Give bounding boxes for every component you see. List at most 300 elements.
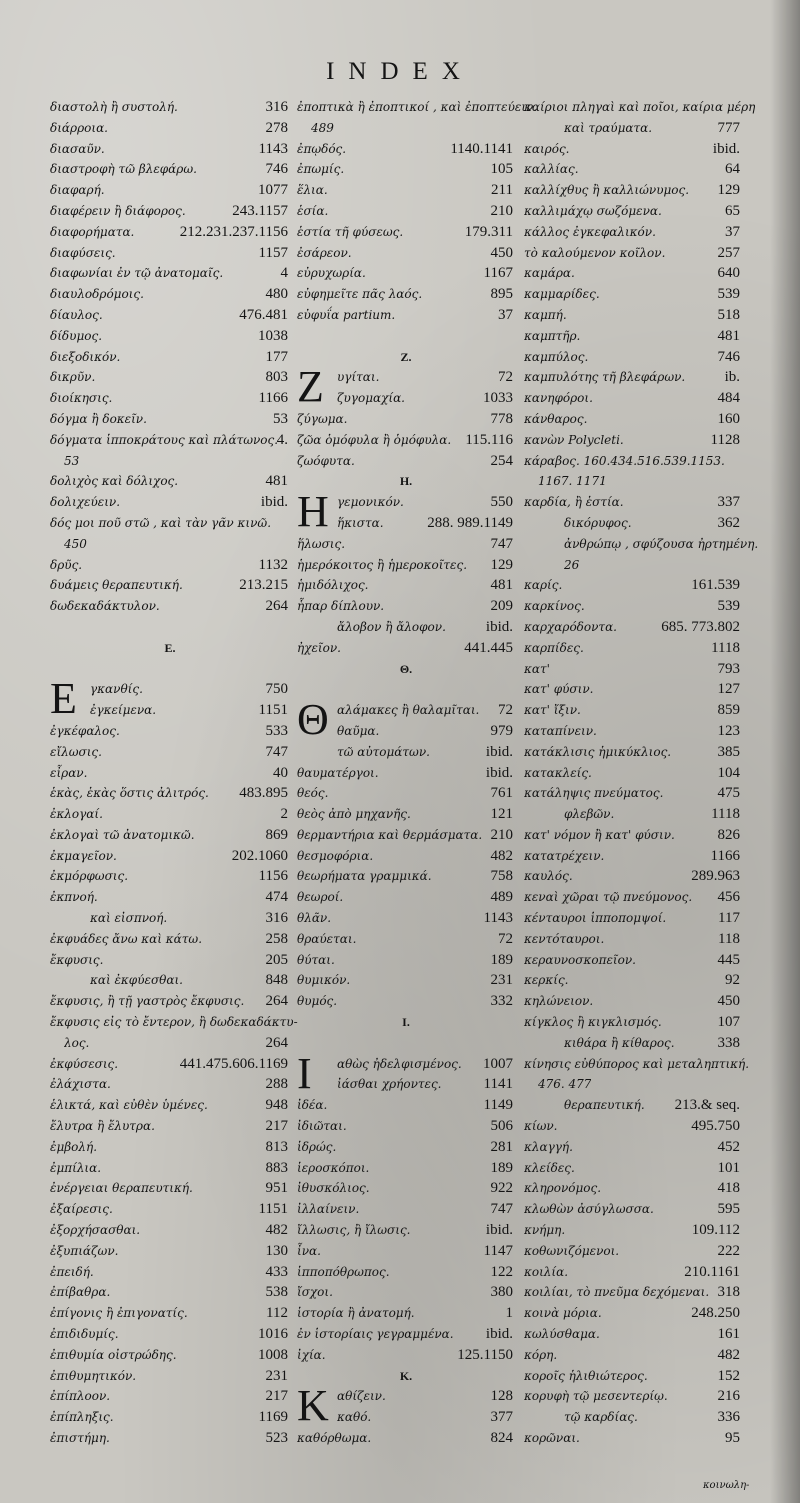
entry-page-ref: 1077 bbox=[258, 182, 288, 199]
entry-page-ref: 826 bbox=[717, 826, 740, 843]
index-entry bbox=[50, 1220, 290, 1241]
entry-term: ἡμερόκοιτος ἢ ἡμεροκοῖτες. bbox=[297, 557, 468, 572]
entry-page-ref: 951 bbox=[265, 1180, 288, 1197]
entry-term: κορῶναι. bbox=[524, 1431, 580, 1445]
entry-page-ref: 72 bbox=[498, 702, 513, 719]
entry-term: θαυματέργοι. bbox=[297, 765, 379, 780]
index-entry bbox=[50, 201, 290, 222]
index-entry bbox=[524, 1324, 742, 1345]
index-entry bbox=[50, 430, 290, 451]
index-entry bbox=[50, 1262, 290, 1283]
index-entry bbox=[524, 887, 742, 908]
entry-term: ἱστορία ἢ ἀνατομή. bbox=[297, 1306, 415, 1321]
entry-page-ref: 1118 bbox=[711, 806, 740, 823]
entry-page-ref: 316 bbox=[265, 910, 288, 927]
index-entry bbox=[297, 451, 515, 472]
entry-page-ref: 212.231.237.1156 bbox=[179, 223, 288, 240]
entry-term: ἐπῳδός. bbox=[297, 141, 347, 156]
entry-page-ref: 4. bbox=[276, 431, 288, 448]
index-entry bbox=[524, 1074, 742, 1095]
entry-term: κατ' bbox=[524, 661, 550, 676]
entry-term: ἐμβολή. bbox=[50, 1139, 98, 1154]
entry-term: διαφορήματα. bbox=[50, 224, 135, 239]
index-entry bbox=[50, 763, 290, 784]
entry-term: καὶ τραύματα. bbox=[564, 120, 653, 135]
entry-page-ref: 539 bbox=[717, 598, 740, 615]
index-entry bbox=[524, 596, 742, 617]
entry-page-ref: 281 bbox=[490, 1138, 513, 1155]
entry-page-ref: 813 bbox=[265, 1138, 288, 1155]
entry-term: θεός. bbox=[297, 786, 329, 801]
index-entry bbox=[297, 1407, 515, 1428]
entry-page-ref: 1008 bbox=[258, 1346, 288, 1363]
entry-page-ref: 523 bbox=[265, 1430, 288, 1446]
entry-page-ref: 92 bbox=[725, 972, 740, 989]
index-entry bbox=[297, 783, 515, 804]
index-entry bbox=[297, 409, 515, 430]
index-entry bbox=[297, 596, 515, 617]
index-entry bbox=[524, 367, 742, 388]
entry-page-ref: 869 bbox=[265, 826, 288, 843]
index-entry bbox=[50, 159, 290, 180]
index-entry bbox=[524, 118, 742, 139]
index-entry bbox=[524, 846, 742, 867]
index-entry bbox=[297, 1178, 515, 1199]
entry-term: αλάμακες ἢ θαλαμῖται. bbox=[337, 703, 480, 718]
entry-page-ref: 747 bbox=[490, 1201, 513, 1218]
entry-page-ref: 859 bbox=[717, 702, 740, 719]
entry-term: κάλλος ἐγκεφαλικόν. bbox=[524, 224, 656, 239]
index-entry bbox=[50, 1095, 290, 1116]
entry-term: καρκίνος. bbox=[524, 599, 585, 614]
entry-term: διαφύσεις. bbox=[50, 245, 116, 260]
entry-page-ref: 105 bbox=[490, 161, 513, 178]
entry-page-ref: 1016 bbox=[258, 1326, 288, 1343]
entry-term: θαῦμα. bbox=[337, 723, 380, 738]
entry-term: κωλύσθαμα. bbox=[524, 1327, 600, 1342]
index-entry bbox=[50, 139, 290, 160]
entry-term: καλλίας. bbox=[524, 162, 579, 177]
index-entry bbox=[50, 1366, 290, 1387]
index-entry bbox=[50, 471, 290, 492]
index-entry bbox=[524, 97, 756, 118]
entry-page-ref: ibid. bbox=[485, 1326, 513, 1343]
entry-page-ref: 101 bbox=[717, 1159, 740, 1176]
entry-term: δρῦς. bbox=[50, 557, 83, 572]
entry-page-ref: 441.475.606.1169 bbox=[179, 1055, 288, 1072]
entry-term: ἥλωσις. bbox=[297, 536, 346, 551]
entry-page-ref: 104 bbox=[717, 764, 740, 781]
entry-page-ref: 189 bbox=[490, 1159, 513, 1176]
section-heading bbox=[297, 347, 515, 368]
index-entry bbox=[50, 492, 290, 513]
index-entry bbox=[524, 555, 742, 576]
entry-page-ref: 456 bbox=[717, 889, 740, 906]
entry-page-ref: 595 bbox=[717, 1201, 740, 1218]
entry-page-ref: 258 bbox=[265, 930, 288, 947]
entry-term: καθόρθωμα. bbox=[297, 1431, 372, 1445]
index-entry bbox=[50, 1054, 290, 1075]
index-entry bbox=[524, 1012, 742, 1033]
entry-page-ref: 127 bbox=[717, 681, 740, 698]
entry-term: ἐκμαγεῖον. bbox=[50, 848, 117, 863]
entry-term: τὸ καλούμενον κοῖλον. bbox=[524, 245, 666, 260]
entry-term: καρχαρόδοντα. bbox=[524, 619, 617, 634]
index-entry bbox=[524, 201, 742, 222]
entry-term: δικρῦν. bbox=[50, 370, 96, 385]
index-entry bbox=[524, 638, 742, 659]
entry-page-ref: ibid. bbox=[485, 618, 513, 635]
index-entry bbox=[50, 263, 290, 284]
entry-term: κλαγγή. bbox=[524, 1139, 573, 1154]
entry-page-ref: 1149 bbox=[483, 1097, 513, 1114]
entry-term: κοροῖς ἡλιθιώτερος. bbox=[524, 1368, 648, 1383]
entry-term: ἐπειδή. bbox=[50, 1264, 94, 1279]
index-entry bbox=[50, 1428, 290, 1449]
entry-term: δόγμα ἢ δοκεῖν. bbox=[50, 411, 147, 426]
index-entry bbox=[50, 388, 290, 409]
entry-page-ref: ibid. bbox=[485, 764, 513, 781]
entry-page-ref: 450 bbox=[490, 244, 513, 261]
entry-page-ref: 506 bbox=[490, 1118, 513, 1135]
index-entry bbox=[297, 1324, 515, 1345]
entry-page-ref: 121 bbox=[490, 806, 513, 823]
entry-page-ref: 338 bbox=[717, 1034, 740, 1051]
entry-page-ref: 336 bbox=[717, 1409, 740, 1426]
section-letter: I. bbox=[402, 1015, 410, 1030]
index-entry bbox=[50, 1137, 290, 1158]
entry-term: καίριοι πληγαὶ καὶ ποῖοι, καίρια μέρη bbox=[524, 100, 756, 114]
index-entry bbox=[524, 825, 742, 846]
entry-page-ref: 1151 bbox=[258, 1201, 288, 1218]
index-entry bbox=[297, 326, 515, 347]
index-entry bbox=[524, 1366, 742, 1387]
index-entry bbox=[297, 201, 515, 222]
entry-page-ref: 362 bbox=[717, 514, 740, 531]
entry-term: ἰδιῶται. bbox=[297, 1119, 347, 1134]
entry-term: ἕλια. bbox=[297, 183, 328, 198]
index-entry bbox=[524, 409, 742, 430]
entry-term: κοιλίαι, τὸ πνεῦμα δεχόμεναι. bbox=[524, 1285, 710, 1300]
index-entry bbox=[524, 742, 742, 763]
index-entry bbox=[524, 1282, 742, 1303]
entry-term: ἐγκέφαλος. bbox=[50, 723, 120, 738]
entry-page-ref: 160 bbox=[717, 410, 740, 427]
entry-term: δωδεκαδάκτυλον. bbox=[50, 599, 160, 614]
entry-page-ref: 474 bbox=[265, 889, 288, 906]
entry-page-ref: 778 bbox=[490, 410, 513, 427]
entry-term: φλεβῶν. bbox=[564, 807, 615, 822]
entry-term: ζωόφυτα. bbox=[297, 453, 355, 468]
entry-page-ref: 761 bbox=[490, 785, 513, 802]
index-entry bbox=[524, 1116, 742, 1137]
index-entry bbox=[524, 1095, 742, 1116]
entry-term: ἐξορχήσασθαι. bbox=[50, 1223, 141, 1238]
entry-page-ref: 1118 bbox=[711, 639, 740, 656]
entry-page-ref: 202.1060 bbox=[231, 847, 288, 864]
entry-page-ref: 318 bbox=[717, 1284, 740, 1301]
entry-term: θύται. bbox=[297, 952, 335, 967]
index-entry bbox=[50, 1303, 290, 1324]
entry-term: κεραυνοσκοπεῖον. bbox=[524, 952, 636, 967]
index-entry bbox=[524, 1220, 742, 1241]
entry-term: ἐσάρεον. bbox=[297, 245, 352, 260]
entry-term: κνήμη. bbox=[524, 1223, 566, 1238]
entry-page-ref: 72 bbox=[498, 930, 513, 947]
entry-term: θερμαντήρια καὶ θερμάσματα. bbox=[297, 827, 483, 842]
entry-page-ref: 4 bbox=[280, 265, 288, 282]
entry-term: καμάρα. bbox=[524, 266, 575, 281]
index-entry bbox=[297, 638, 515, 659]
entry-page-ref: 316 bbox=[265, 99, 288, 115]
entry-page-ref: 37 bbox=[498, 306, 513, 323]
entry-page-ref: 213.215 bbox=[239, 577, 288, 594]
index-entry bbox=[50, 742, 290, 763]
catchword: κοινωλη- bbox=[703, 1480, 750, 1491]
entry-page-ref: ib. bbox=[724, 369, 740, 386]
index-entry bbox=[297, 1095, 515, 1116]
entry-term: ἐκφύσεσις. bbox=[50, 1056, 119, 1071]
entry-page-ref: 482 bbox=[265, 1222, 288, 1239]
index-entry bbox=[524, 347, 742, 368]
entry-page-ref: 248.250 bbox=[691, 1305, 740, 1322]
entry-term: κανὼν Polycleti. bbox=[524, 432, 624, 447]
entry-term: κλωθὼν ἀσύγλωσσα. bbox=[524, 1202, 654, 1217]
entry-page-ref: 210 bbox=[490, 202, 513, 219]
index-entry bbox=[50, 284, 290, 305]
entry-term: ἐλάχιστα. bbox=[50, 1077, 111, 1092]
index-entry bbox=[297, 742, 515, 763]
entry-page-ref: 337 bbox=[717, 494, 740, 511]
entry-page-ref: 210.1161 bbox=[684, 1263, 740, 1280]
index-entry bbox=[50, 825, 290, 846]
drop-capital: Θ bbox=[297, 695, 329, 745]
entry-page-ref: 115.116 bbox=[465, 431, 513, 448]
entry-term: κατατρέχειν. bbox=[524, 848, 605, 863]
entry-page-ref: 482 bbox=[717, 1346, 740, 1363]
entry-term: ἶνα. bbox=[297, 1243, 321, 1258]
entry-page-ref: 264 bbox=[265, 993, 288, 1010]
index-entry bbox=[524, 700, 742, 721]
entry-term: καιρός. bbox=[524, 141, 570, 156]
index-entry bbox=[297, 846, 515, 867]
entry-page-ref: 481 bbox=[265, 473, 288, 490]
entry-term: ἐπωμίς. bbox=[297, 162, 345, 177]
entry-term: διαφωνίαι ἐν τῷ ἀνατομαῖς. bbox=[50, 266, 224, 281]
entry-page-ref: 948 bbox=[265, 1097, 288, 1114]
entry-term: καλλιμάχῳ σωζόμενα. bbox=[524, 203, 662, 218]
entry-term: ἑλικτά, καὶ εὐθὲν ὑμένες. bbox=[50, 1098, 208, 1113]
entry-term: εἶραν. bbox=[50, 765, 88, 780]
entry-page-ref: 777 bbox=[717, 119, 740, 136]
entry-term: ἐπιδιδυμίς. bbox=[50, 1327, 119, 1342]
entry-term: κατακλείς. bbox=[524, 765, 592, 780]
entry-page-ref: 1169 bbox=[258, 1409, 288, 1426]
index-entry bbox=[297, 388, 515, 409]
entry-term: 450 bbox=[64, 536, 87, 551]
entry-page-ref: 539 bbox=[717, 286, 740, 303]
index-entry bbox=[297, 1074, 515, 1095]
page-edge-shadow bbox=[770, 0, 800, 1503]
entry-term: ἱδρώς. bbox=[297, 1139, 337, 1154]
entry-term: δόγματα ἱπποκράτους καὶ πλάτωνος. bbox=[50, 432, 279, 447]
index-entry bbox=[50, 1116, 290, 1137]
entry-term: εὐφημεῖτε πᾶς λαός. bbox=[297, 287, 423, 302]
section-heading bbox=[297, 1366, 515, 1387]
entry-page-ref: 747 bbox=[490, 535, 513, 552]
index-entry bbox=[50, 118, 290, 139]
entry-page-ref: 1141 bbox=[483, 1076, 513, 1093]
entry-term: ζύγωμα. bbox=[297, 411, 348, 426]
entry-page-ref: 380 bbox=[490, 1284, 513, 1301]
index-entry bbox=[524, 721, 742, 742]
index-entry bbox=[524, 991, 742, 1012]
entry-page-ref: 288 bbox=[265, 1076, 288, 1093]
index-entry bbox=[50, 1074, 290, 1095]
index-entry bbox=[297, 1428, 515, 1449]
entry-term: ἐκλογαί. bbox=[50, 807, 103, 822]
entry-page-ref: 231 bbox=[265, 1367, 288, 1384]
index-entry bbox=[524, 1386, 742, 1407]
entry-page-ref: 40 bbox=[273, 764, 288, 781]
index-entry bbox=[524, 305, 742, 326]
entry-page-ref: 257 bbox=[717, 244, 740, 261]
entry-term: ἰάσθαι χρήοντες. bbox=[337, 1077, 442, 1092]
index-entry bbox=[50, 721, 290, 742]
entry-page-ref: 129 bbox=[490, 556, 513, 573]
index-entry bbox=[50, 596, 290, 617]
entry-term: καταπίνειν. bbox=[524, 723, 597, 738]
entry-term: λος. bbox=[64, 1035, 90, 1050]
index-entry bbox=[50, 700, 290, 721]
index-entry bbox=[297, 1345, 515, 1366]
index-entry bbox=[50, 305, 290, 326]
entry-page-ref: 264 bbox=[265, 1034, 288, 1051]
entry-term: θυμός. bbox=[297, 994, 338, 1009]
entry-term: 26 bbox=[564, 557, 580, 572]
index-entry bbox=[50, 659, 290, 680]
index-entry bbox=[297, 180, 515, 201]
entry-page-ref: 1007 bbox=[483, 1055, 513, 1072]
entry-term: κάνθαρος. bbox=[524, 411, 588, 426]
index-entry bbox=[297, 118, 515, 139]
index-entry bbox=[524, 534, 759, 555]
index-entry bbox=[297, 284, 515, 305]
index-entry bbox=[50, 1282, 290, 1303]
entry-term: ἐπιθυμία οἰστρώδης. bbox=[50, 1347, 177, 1362]
entry-page-ref: 1167 bbox=[483, 265, 513, 282]
entry-term: εὐφυΐα partium. bbox=[297, 307, 396, 322]
entry-page-ref: 1166 bbox=[258, 390, 288, 407]
entry-term: ἑκὰς, ἑκὰς ὅστις ἀλιτρός. bbox=[50, 786, 209, 801]
entry-page-ref: 484 bbox=[717, 390, 740, 407]
entry-term: κιθάρα ἢ κίθαρος. bbox=[564, 1035, 675, 1050]
entry-term: εὐρυχωρία. bbox=[297, 266, 366, 281]
index-entry bbox=[297, 970, 515, 991]
entry-term: δικόρυφος. bbox=[564, 515, 632, 530]
entry-page-ref: 1033 bbox=[483, 390, 513, 407]
entry-term: καθό. bbox=[337, 1410, 372, 1425]
index-entry bbox=[524, 222, 742, 243]
index-entry bbox=[524, 575, 742, 596]
index-entry bbox=[50, 866, 290, 887]
entry-page-ref: ibid. bbox=[485, 1222, 513, 1239]
entry-page-ref: 288. 989.1149 bbox=[427, 514, 513, 531]
entry-page-ref: 53 bbox=[273, 410, 288, 427]
entry-term: ἐκλογαὶ τῶ ἀνατομικῶ. bbox=[50, 827, 195, 842]
entry-page-ref: 109.112 bbox=[691, 1222, 740, 1239]
index-entry bbox=[524, 908, 742, 929]
index-entry bbox=[50, 555, 290, 576]
entry-term: κλείδες. bbox=[524, 1160, 575, 1175]
entry-term: δίδυμος. bbox=[50, 328, 103, 343]
section-letter: H. bbox=[399, 474, 413, 489]
entry-term: κοθωνιζόμενοι. bbox=[524, 1243, 620, 1258]
entry-term: θεωρήματα γραμμικά. bbox=[297, 869, 432, 884]
index-entry bbox=[297, 263, 515, 284]
entry-term: κάραβος. 160.434.516.539.1153. bbox=[524, 453, 725, 468]
entry-page-ref: 125.1150 bbox=[457, 1346, 513, 1363]
entry-term: θλᾶν. bbox=[297, 911, 332, 926]
index-entry bbox=[297, 1116, 515, 1137]
index-entry bbox=[524, 388, 742, 409]
index-entry bbox=[50, 222, 290, 243]
section-heading bbox=[297, 471, 515, 492]
index-entry bbox=[297, 804, 515, 825]
entry-page-ref: ibid. bbox=[485, 743, 513, 760]
entry-term: κένταυροι ἱπποπομψοί. bbox=[524, 911, 667, 926]
index-entry bbox=[50, 326, 290, 347]
section-letter: K. bbox=[399, 1368, 413, 1383]
entry-page-ref: 922 bbox=[490, 1180, 513, 1197]
index-entry bbox=[524, 679, 742, 700]
entry-page-ref: 152 bbox=[717, 1367, 740, 1384]
entry-page-ref: 895 bbox=[490, 286, 513, 303]
entry-term: ἰθυσκόλιος. bbox=[297, 1181, 370, 1196]
index-entry bbox=[50, 804, 290, 825]
index-entry bbox=[524, 180, 742, 201]
index-entry bbox=[297, 1282, 515, 1303]
entry-term: ἴλλωσις, ἢ ἴλωσις. bbox=[297, 1223, 411, 1238]
entry-page-ref: 550 bbox=[490, 494, 513, 511]
index-entry bbox=[524, 1033, 742, 1054]
entry-term: ἐγκείμενα. bbox=[90, 703, 157, 718]
entry-term: κανηφόροι. bbox=[524, 391, 593, 406]
index-entry bbox=[50, 783, 290, 804]
index-entry bbox=[297, 243, 515, 264]
entry-term: κατ' φύσιν. bbox=[524, 682, 594, 697]
index-entry bbox=[524, 1428, 742, 1449]
index-entry bbox=[297, 825, 515, 846]
entry-term: καυλός. bbox=[524, 869, 573, 884]
index-entry bbox=[50, 1324, 290, 1345]
entry-term: ἱεροσκόποι. bbox=[297, 1160, 370, 1175]
entry-term: ἐκφυάδες ἄνω καὶ κάτω. bbox=[50, 931, 203, 946]
entry-term: κηλώνειον. bbox=[524, 994, 594, 1009]
entry-term: ἐμπίλια. bbox=[50, 1160, 102, 1175]
entry-term: θεσμοφόρια. bbox=[297, 848, 374, 863]
entry-page-ref: 217 bbox=[265, 1388, 288, 1405]
entry-page-ref: 211 bbox=[491, 182, 513, 199]
entry-page-ref: 377 bbox=[490, 1409, 513, 1426]
index-entry bbox=[50, 1345, 290, 1366]
entry-term: ζυγομαχία. bbox=[337, 391, 405, 406]
index-entry bbox=[524, 617, 742, 638]
entry-page-ref: 533 bbox=[265, 722, 288, 739]
entry-term: κεντόταυροι. bbox=[524, 931, 605, 946]
entry-term: 1167. 1171 bbox=[538, 474, 607, 489]
entry-page-ref: 385 bbox=[717, 743, 740, 760]
